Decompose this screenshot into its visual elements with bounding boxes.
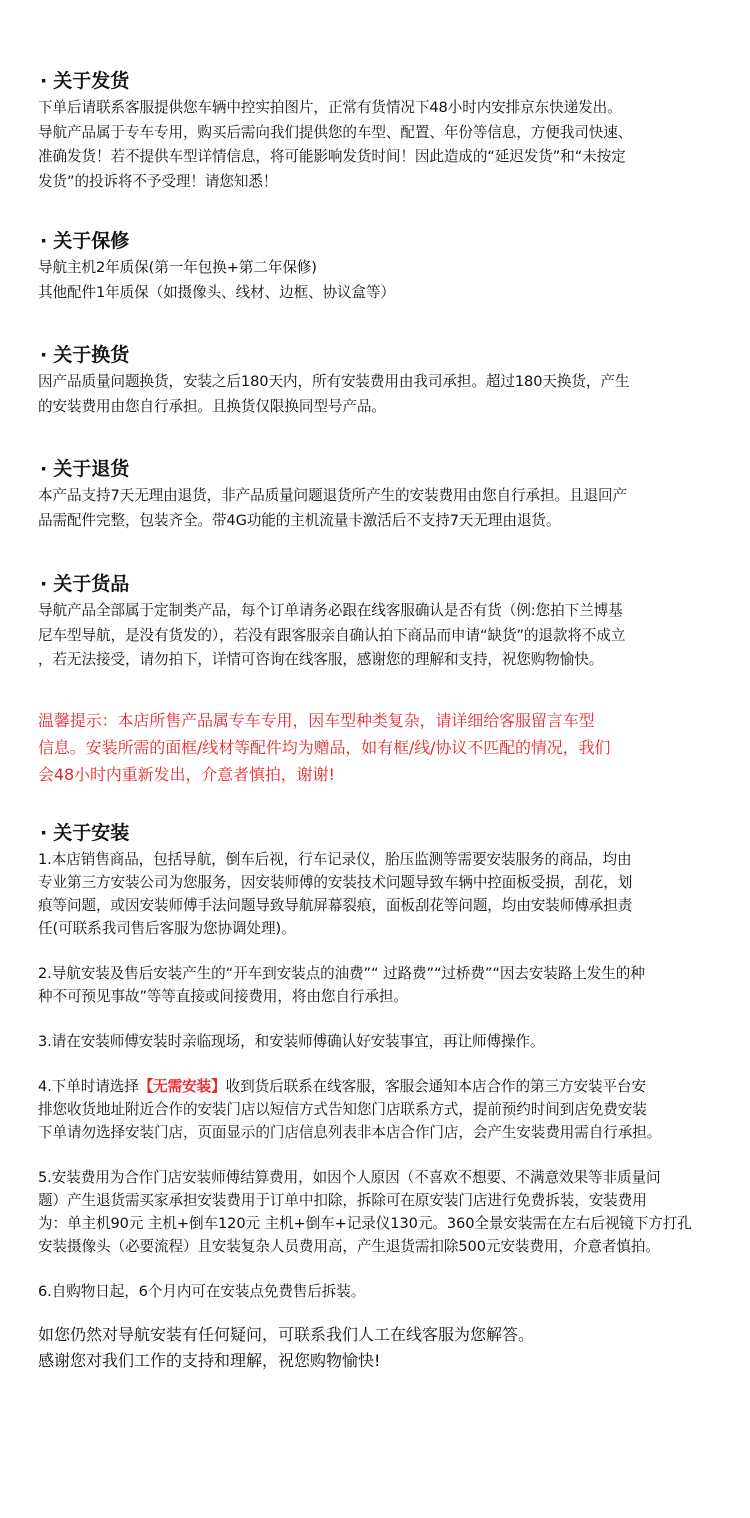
no-install-highlight: 【无需安装】 xyxy=(138,1078,226,1095)
refund-line-1: 本产品支持7天无理由退货，非产品质量问题退货所产生的安装费用由您自行承担。且退回产 xyxy=(38,487,627,504)
section-goods xyxy=(38,571,738,673)
install-item-4-line-1 xyxy=(38,1075,738,1098)
install-item-4 xyxy=(38,1075,738,1144)
install-item-6-line-1: 6.自购物日起，6个月内可在安装点免费售后拆装。 xyxy=(38,1283,366,1300)
refund-line-2: 品需配件完整，包装齐全。带4G功能的主机流量卡激活后不支持7天无理由退货。 xyxy=(38,511,561,529)
shipping-line-3: 准确发货！若不提供车型详情信息，将可能影响发货时间！因此造成的“延迟发货”和“未按定 xyxy=(38,148,626,165)
exchange-line-1: 因产品质量问题换货，安装之后180天内，所有安装费用由我司承担。超过180天换货，产生 xyxy=(38,373,630,390)
install-item-2 xyxy=(38,962,738,1008)
goods-line-1: 导航产品全部属于定制类产品，每个订单请务必跟在线客服确认是否有货（例:您拍下兰博基 xyxy=(38,602,623,619)
notice-block xyxy=(38,707,738,788)
install-item-3-line-1: 3.请在安装师傅安装时亲临现场，和安装师傅确认好安装事宜，再让师傅操作。 xyxy=(38,1033,545,1050)
closing-line-1: 如您仍然对导航安装有任何疑问，可联系我们人工在线客服为您解答。 xyxy=(38,1325,535,1344)
section-installation xyxy=(38,820,738,1325)
install-item-1-line-1: 1.本店销售商品，包括导航，倒车后视，行车记录仪，胎压监测等需要安装服务的商品，均由 xyxy=(38,851,632,868)
shipping-line-1: 下单后请联系客服提供您车辆中控实拍图片，正常有货情况下48小时内安排京东快递发出。 xyxy=(38,99,622,116)
section-title-shipping: · 关于发货 xyxy=(40,70,130,92)
install-item-5 xyxy=(38,1166,738,1258)
install-item-3 xyxy=(38,1030,738,1053)
install-item-5-line-2: 题）产生退货需买家承担安装费用于订单中扣除，拆除可在原安装门店进行免费拆装，安装费用 xyxy=(38,1192,647,1209)
install-item-1-line-3: 痕等问题，或因安装师傅手法问题导致导航屏幕裂痕，面板刮花等问题，均由安装师傅承担责 xyxy=(38,897,633,914)
notice-line-2: 信息。安装所需的面框/线材等配件均为赠品，如有框/线/协议不匹配的情况，我们 xyxy=(38,738,611,757)
notice-line-3: 会48小时内重新发出，介意者慎拍，谢谢! xyxy=(38,765,335,784)
section-refund xyxy=(38,456,738,533)
shipping-line-4: 发货”的投诉将不予受理！请您知悉！ xyxy=(38,172,278,190)
section-warranty xyxy=(38,228,738,305)
install-item-2-line-1: 2.导航安装及售后安装产生的“开车到安装点的油费”“ 过路费”“过桥费”“因去安装路上发生的种 xyxy=(38,965,645,982)
section-title-installation: · 关于安装 xyxy=(40,822,130,844)
install-item-4-line-2: 排您收货地址附近合作的安装门店以短信方式告知您门店联系方式，提前预约时间到店免费安装 xyxy=(38,1101,647,1118)
section-title-refund: · 关于退货 xyxy=(40,458,130,480)
install-item-4-line-3: 下单请勿选择安装门店，页面显示的门店信息列表非本店合作门店，会产生安装费用需自行承担。 xyxy=(38,1124,662,1141)
section-shipping xyxy=(38,68,738,194)
goods-line-2: 尼车型导航，是没有货发的），若没有跟客服亲自确认拍下商品而申请“缺货”的退款将不成立 xyxy=(38,626,626,644)
warranty-line-2: 其他配件1年质保（如摄像头、线材、边框、协议盒等） xyxy=(38,283,396,301)
install-item-1-line-4: 任(可联系我司售后客服为您协调处理)。 xyxy=(38,920,296,937)
install-item-4-suffix: 收到货后联系在线客服，客服会通知本店合作的第三方安装平台安 xyxy=(225,1078,646,1095)
install-item-5-line-3: 为：单主机90元 主机+倒车120元 主机+倒车+记录仪130元。360全景安装需在左右后视镜下方打孔 xyxy=(38,1215,692,1232)
closing-block xyxy=(38,1322,738,1374)
shipping-line-2: 导航产品属于专车专用，购买后需向我们提供您的车型、配置、年份等信息，方便我司快速、 xyxy=(38,123,633,141)
install-item-6 xyxy=(38,1280,738,1303)
section-title-goods: · 关于货品 xyxy=(40,573,130,595)
install-item-5-line-1: 5.安装费用为合作门店安装师傅结算费用，如因个人原因（不喜欢不想要、不满意效果等非质量问 xyxy=(38,1169,661,1186)
section-title-exchange: · 关于换货 xyxy=(40,344,130,366)
closing-line-2: 感谢您对我们工作的支持和理解，祝您购物愉快! xyxy=(38,1351,381,1370)
section-title-warranty: · 关于保修 xyxy=(40,230,130,252)
goods-line-3: ，若无法接受，请勿拍下，详情可咨询在线客服，感谢您的理解和支持，祝您购物愉快。 xyxy=(38,651,604,668)
install-item-1 xyxy=(38,848,738,940)
exchange-line-2: 的安装费用由您自行承担。且换货仅限换同型号产品。 xyxy=(38,397,386,415)
section-exchange xyxy=(38,342,738,419)
install-item-1-line-2: 专业第三方安装公司为您服务，因安装师傅的安装技术问题导致车辆中控面板受损，刮花，划 xyxy=(38,874,633,891)
install-item-2-line-2: 种不可预见事故”等等直接或间接费用，将由您自行承担。 xyxy=(38,988,408,1005)
install-item-5-line-4: 安装摄像头（必要流程）且安装复杂人员费用高，产生退货需扣除500元安装费用，介意者慎拍。 xyxy=(38,1238,660,1255)
notice-line-1: 温馨提示：本店所售产品属专车专用，因车型种类复杂，请详细给客服留言车型 xyxy=(38,711,595,730)
warranty-line-1: 导航主机2年质保(第一年包换+第二年保修) xyxy=(38,259,317,276)
install-item-4-prefix: 4.下单时请选择 xyxy=(38,1078,139,1095)
